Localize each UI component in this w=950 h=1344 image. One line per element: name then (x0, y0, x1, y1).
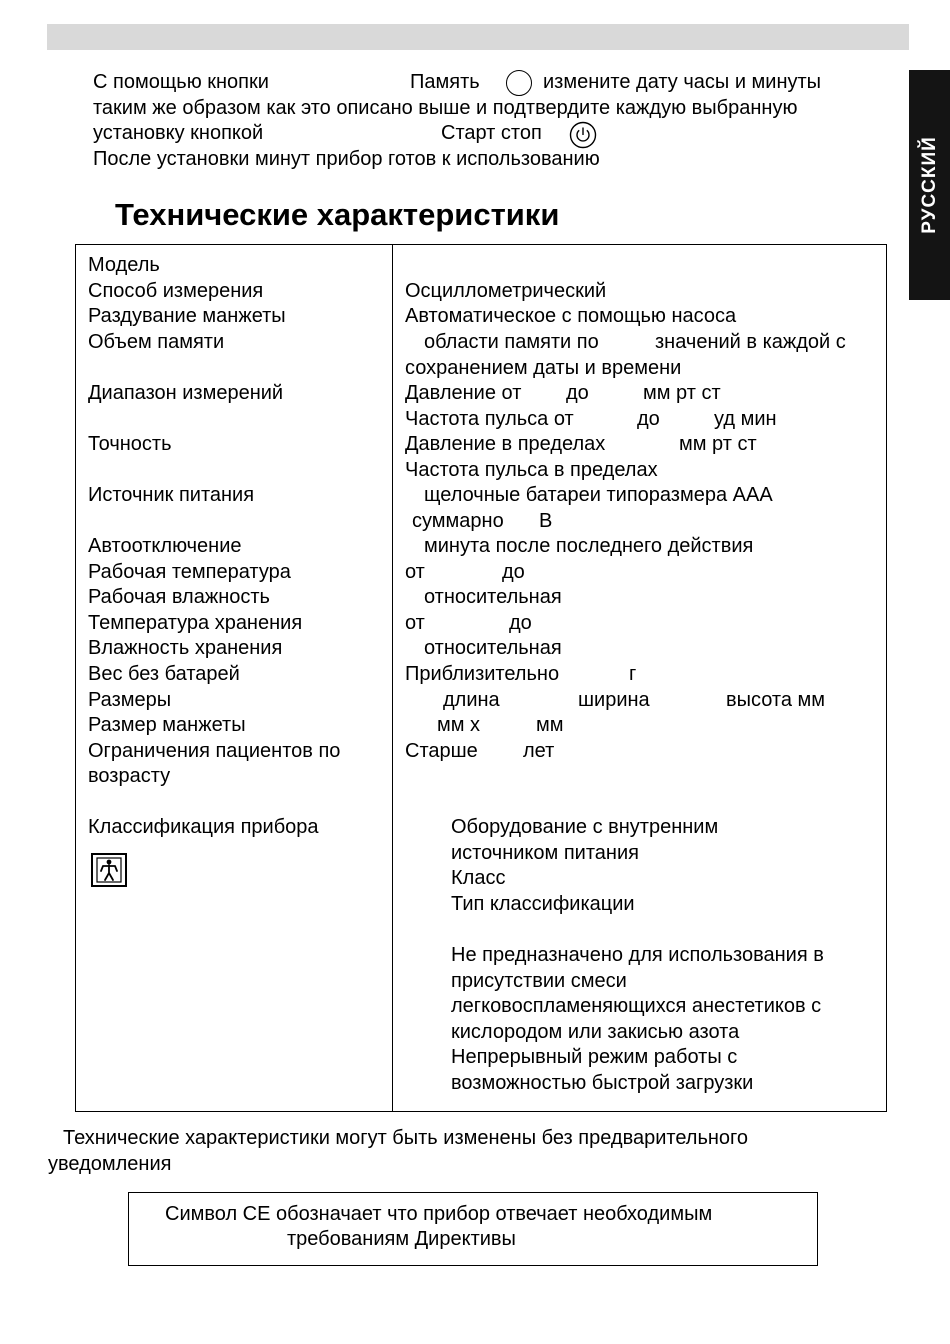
start-stop-button-label: Старт стоп (441, 122, 542, 144)
value-auto-off: минута после последнего действия (424, 535, 754, 557)
value-dims-length: длина (443, 689, 500, 711)
value-power-volt: В (539, 510, 553, 532)
value-op-temp-from: от (405, 561, 425, 583)
value-power-total: суммарно (412, 510, 504, 532)
value-op-temp-to: до (502, 561, 525, 583)
value-inflation: Автоматическое с помощью насоса (405, 305, 737, 327)
label-inflation: Раздувание манжеты (88, 305, 286, 327)
label-age-limit-cont: возрасту (88, 765, 171, 787)
value-range-pulse-unit: уд мин (714, 408, 777, 430)
label-classification: Классификация прибора (88, 816, 319, 838)
label-memory: Объем памяти (88, 331, 225, 353)
label-weight: Вес без батарей (88, 663, 240, 685)
classification-line: легковоспламеняющихся анестетиков с (451, 995, 822, 1017)
page-title: Технические характеристики (115, 197, 560, 232)
value-method: Осциллометрический (405, 280, 607, 302)
value-cuff-b: мм (536, 714, 564, 736)
circle-button-icon (506, 70, 532, 96)
spec-table (75, 244, 887, 1112)
value-range-pulse: Частота пульса от (405, 408, 574, 430)
value-weight: Приблизительно (405, 663, 560, 685)
classification-line: Тип классификации (451, 893, 635, 915)
intro-line-3 (93, 121, 797, 147)
change-notice (48, 1126, 748, 1177)
value-cuff-a: мм х (437, 714, 481, 736)
label-auto-off: Автоотключение (88, 535, 242, 557)
classification-line: источником питания (451, 842, 639, 864)
label-storage-humidity: Влажность хранения (88, 637, 283, 659)
value-op-humidity: относительная (424, 586, 562, 608)
intro-line-2: таким же образом как это описано выше и подтвердите каждую выбранную (93, 96, 798, 119)
label-power: Источник питания (88, 484, 255, 506)
value-power: щелочные батареи типоразмера AAA (424, 484, 773, 506)
label-method: Способ измерения (88, 280, 264, 302)
value-range-pressure-to: до (566, 382, 589, 404)
classification-line: Класс (451, 867, 506, 889)
language-label: РУССКИЙ (918, 136, 940, 234)
value-weight-unit: г (629, 663, 637, 685)
label-model: Модель (88, 254, 160, 276)
value-range-pulse-to: до (637, 408, 660, 430)
ce-notice-line-2: требованиям Директивы (287, 1228, 516, 1250)
classification-line: кислородом или закисью азота (451, 1021, 740, 1043)
value-dims-height: высота мм (726, 689, 826, 711)
label-storage-temp: Температура хранения (88, 612, 303, 634)
value-storage-temp-to: до (509, 612, 532, 634)
change-notice-line-2: уведомления (48, 1152, 172, 1175)
ce-notice-line-1: Символ CE обозначает что прибор отвечает необходимым (165, 1203, 713, 1225)
setup-instructions (93, 70, 822, 172)
value-accuracy-pulse: Частота пульса в пределах (405, 459, 658, 481)
label-range: Диапазон измерений (88, 382, 284, 404)
value-accuracy-pressure: Давление в пределах (405, 433, 606, 455)
column-divider (392, 245, 393, 1111)
ce-notice-box (128, 1192, 818, 1266)
value-range-pressure: Давление от (405, 382, 522, 404)
label-age-limit: Ограничения пациентов по (88, 740, 341, 762)
classification-line: Оборудование с внутренним (451, 816, 719, 838)
label-op-humidity: Рабочая влажность (88, 586, 270, 608)
value-memory-2: сохранением даты и времени (405, 357, 682, 379)
value-memory-b: значений в каждой с (655, 331, 846, 353)
value-range-pressure-unit: мм рт ст (643, 382, 721, 404)
top-header-bar (47, 24, 909, 50)
memory-button-label: Память (410, 71, 480, 93)
classification-line: Непрерывный режим работы с (451, 1046, 738, 1068)
intro-text-button: С помощью кнопки (93, 71, 269, 93)
language-side-tab (909, 70, 950, 300)
value-storage-temp-from: от (405, 612, 425, 634)
value-memory-a: области памяти по (424, 331, 599, 353)
value-storage-humidity: относительная (424, 637, 562, 659)
label-accuracy: Точность (88, 433, 172, 455)
change-notice-line-1: Технические характеристики могут быть изменены без предварительного (63, 1127, 749, 1149)
classification-line: Не предназначено для использования в (451, 944, 824, 966)
value-age-unit: лет (523, 740, 555, 762)
intro-text-confirm: установку кнопкой (93, 122, 264, 144)
label-op-temp: Рабочая температура (88, 561, 291, 583)
type-bf-person-icon (91, 853, 127, 887)
label-cuff-size: Размер манжеты (88, 714, 246, 736)
classification-line: возможностью быстрой загрузки (451, 1072, 754, 1094)
intro-line-4: После установки минут прибор готов к использованию (93, 147, 600, 170)
value-dims-width: ширина (578, 689, 650, 711)
power-icon (569, 121, 597, 149)
classification-line: присутствии смеси (451, 970, 627, 992)
value-age: Старше (405, 740, 478, 762)
intro-line-1 (93, 70, 822, 96)
label-dimensions: Размеры (88, 689, 172, 711)
intro-text-change-date: измените дату часы и минуты (543, 71, 822, 93)
value-accuracy-pressure-unit: мм рт ст (679, 433, 757, 455)
